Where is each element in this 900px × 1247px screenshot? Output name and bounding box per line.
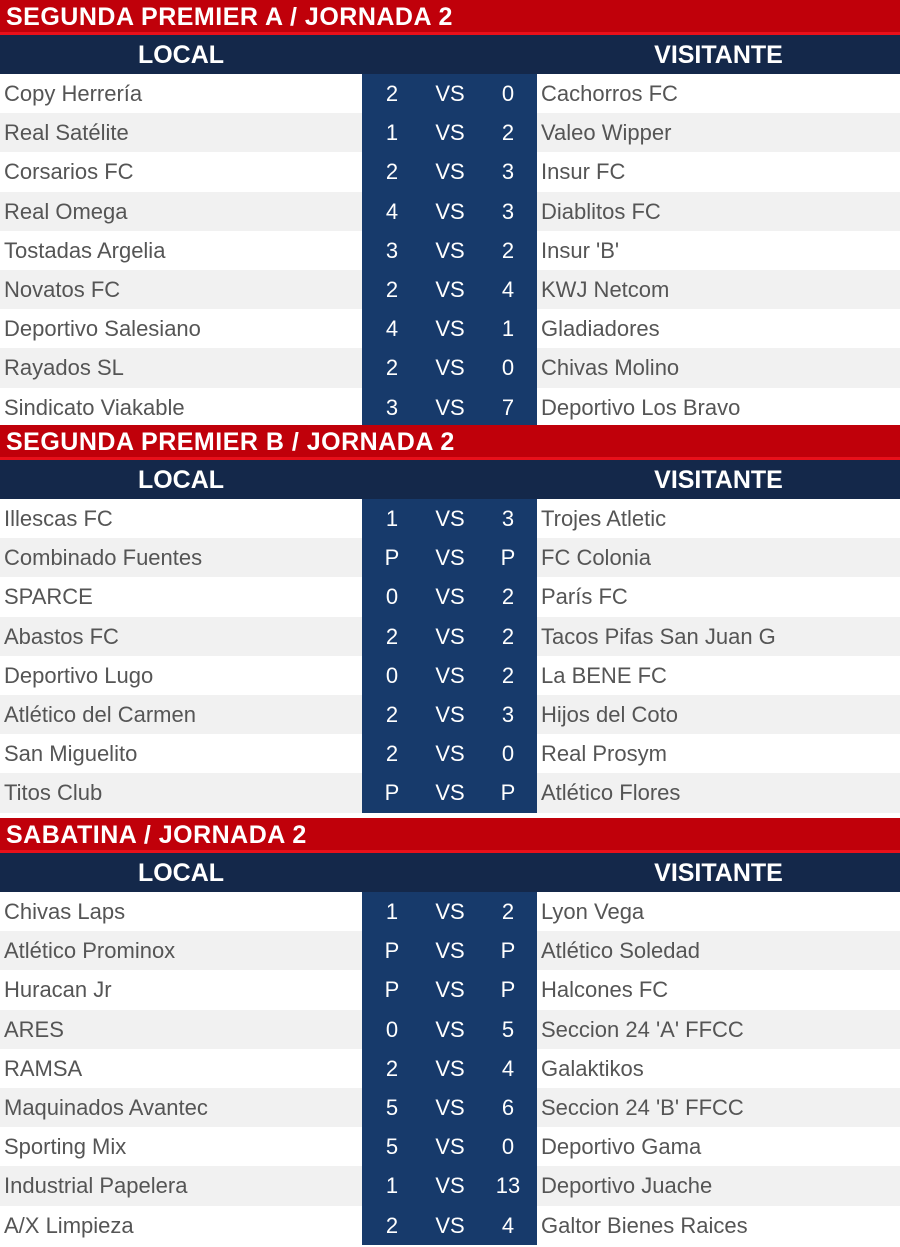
away-score: 7 (501, 394, 515, 420)
score-box (362, 773, 537, 812)
away-score: 3 (501, 506, 515, 531)
score-box (362, 113, 537, 152)
section-title: SEGUNDA PREMIER A / JORNADA 2 (0, 0, 900, 35)
score-box (362, 74, 537, 113)
home-team: Copy Herrería (4, 81, 143, 106)
local-header: LOCAL (137, 859, 225, 887)
match-row (0, 1088, 900, 1127)
vs-label: VS (435, 1134, 465, 1160)
away-team: Atlético Soledad (541, 938, 700, 964)
away-score: 6 (501, 1094, 515, 1120)
score-box (362, 892, 537, 931)
away-team: Deportivo Juache (541, 1173, 713, 1199)
vs-label: VS (435, 81, 465, 106)
score-box (362, 695, 537, 734)
visitante-header: VISITANTE (654, 466, 783, 494)
score-box (362, 499, 537, 538)
home-score: 1 (385, 899, 399, 924)
away-score: 4 (501, 1212, 515, 1238)
away-team: Chivas Molino (541, 355, 680, 381)
home-team: Atlético Prominox (4, 938, 176, 964)
away-score: P (500, 780, 516, 806)
home-score: 4 (385, 198, 399, 224)
away-team: Trojes Atletic (541, 506, 667, 531)
score-box (362, 538, 537, 577)
score-box (362, 931, 537, 970)
vs-label: VS (435, 159, 465, 185)
vs-label: VS (435, 316, 465, 342)
vs-label: VS (435, 1173, 465, 1199)
match-row (0, 538, 900, 577)
vs-label: VS (435, 977, 465, 1003)
vs-label: VS (435, 662, 465, 688)
away-score: 0 (501, 355, 515, 381)
vs-label: VS (435, 276, 465, 302)
away-score: 0 (501, 741, 515, 767)
section-2 (0, 425, 900, 813)
home-team: San Miguelito (4, 741, 138, 767)
score-box (362, 1127, 537, 1166)
home-team: Chivas Laps (4, 899, 126, 924)
away-team: Galaktikos (541, 1055, 644, 1081)
vs-label: VS (435, 1094, 465, 1120)
section-title: SABATINA / JORNADA 2 (0, 818, 900, 853)
column-header (0, 35, 900, 74)
home-score: 2 (385, 276, 399, 302)
match-row (0, 656, 900, 695)
away-score: 2 (501, 899, 515, 924)
home-score: 0 (385, 662, 399, 688)
home-team: A/X Limpieza (4, 1212, 134, 1238)
section-3 (0, 818, 900, 1245)
away-score: 0 (501, 81, 515, 106)
away-team: Insur FC (541, 159, 626, 185)
match-row (0, 695, 900, 734)
home-team: Rayados SL (4, 355, 124, 381)
home-team: Tostadas Argelia (4, 237, 166, 263)
match-row (0, 1010, 900, 1049)
away-team: Insur 'B' (541, 237, 620, 263)
home-team: ARES (4, 1016, 64, 1042)
vs-label: VS (435, 938, 465, 964)
home-team: Novatos FC (4, 276, 121, 302)
away-score: 3 (501, 159, 515, 185)
away-team: Cachorros FC (541, 81, 678, 106)
match-row (0, 1127, 900, 1166)
match-row (0, 1166, 900, 1205)
away-score: 4 (501, 1055, 515, 1081)
away-score: 5 (501, 1016, 515, 1042)
home-team: Real Omega (4, 198, 128, 224)
home-team: Real Satélite (4, 120, 129, 146)
home-team: Sporting Mix (4, 1134, 127, 1160)
away-team: Deportivo Gama (541, 1134, 702, 1160)
home-score: 2 (385, 159, 399, 185)
home-score: 2 (385, 623, 399, 649)
home-team: Industrial Papelera (4, 1173, 188, 1199)
score-box (362, 970, 537, 1009)
home-team: Deportivo Salesiano (4, 316, 201, 342)
match-row (0, 734, 900, 773)
vs-label: VS (435, 237, 465, 263)
away-team: KWJ Netcom (541, 276, 670, 302)
away-score: 2 (501, 120, 515, 146)
home-score: 4 (385, 316, 399, 342)
home-score: 5 (385, 1094, 399, 1120)
home-score: 0 (385, 1016, 399, 1042)
home-team: Illescas FC (4, 506, 113, 531)
home-team: RAMSA (4, 1055, 83, 1081)
home-score: 2 (385, 355, 399, 381)
match-row (0, 577, 900, 616)
vs-label: VS (435, 701, 465, 727)
score-box (362, 192, 537, 231)
match-row (0, 74, 900, 113)
away-team: Diablitos FC (541, 198, 661, 224)
vs-label: VS (435, 623, 465, 649)
score-box (362, 1010, 537, 1049)
score-box (362, 152, 537, 191)
home-score: 2 (385, 701, 399, 727)
visitante-header: VISITANTE (654, 859, 783, 887)
away-team: La BENE FC (541, 662, 667, 688)
home-team: SPARCE (4, 584, 93, 610)
home-team: Huracan Jr (4, 977, 112, 1003)
home-score: 5 (385, 1134, 399, 1160)
home-score: 2 (385, 1212, 399, 1238)
away-team: Hijos del Coto (541, 701, 678, 727)
match-row (0, 152, 900, 191)
visitante-header: VISITANTE (654, 41, 783, 69)
vs-label: VS (435, 506, 465, 531)
home-score: P (384, 938, 400, 964)
vs-label: VS (435, 780, 465, 806)
home-team: Titos Club (4, 780, 103, 806)
match-row (0, 348, 900, 387)
score-box (362, 1166, 537, 1205)
home-team: Corsarios FC (4, 159, 134, 185)
home-score: 3 (385, 237, 399, 263)
score-box (362, 1206, 537, 1245)
away-team: Galtor Bienes Raices (541, 1212, 748, 1238)
score-box (362, 231, 537, 270)
away-team: Halcones FC (541, 977, 669, 1003)
score-box (362, 270, 537, 309)
away-score: P (500, 938, 516, 964)
match-row (0, 231, 900, 270)
match-row (0, 113, 900, 152)
vs-label: VS (435, 545, 465, 571)
away-score: 3 (501, 198, 515, 224)
away-score: 1 (501, 316, 515, 342)
away-team: FC Colonia (541, 545, 652, 571)
home-score: 2 (385, 1055, 399, 1081)
score-box (362, 1049, 537, 1088)
away-team: Tacos Pifas San Juan G (541, 623, 776, 649)
vs-label: VS (435, 741, 465, 767)
section-title: SEGUNDA PREMIER B / JORNADA 2 (0, 425, 900, 460)
score-box (362, 1088, 537, 1127)
home-score: 2 (385, 741, 399, 767)
away-team: Valeo Wipper (541, 120, 672, 146)
away-score: 4 (501, 276, 515, 302)
column-header (0, 460, 900, 499)
away-team: Deportivo Los Bravo (541, 394, 741, 420)
match-row (0, 192, 900, 231)
home-team: Combinado Fuentes (4, 545, 203, 571)
vs-label: VS (435, 120, 465, 146)
vs-label: VS (435, 198, 465, 224)
vs-label: VS (435, 394, 465, 420)
home-team: Sindicato Viakable (4, 394, 185, 420)
vs-label: VS (435, 1212, 465, 1238)
score-box (362, 388, 537, 427)
match-row (0, 970, 900, 1009)
away-score: P (500, 977, 516, 1003)
home-score: 2 (385, 81, 399, 106)
away-score: 13 (495, 1173, 521, 1199)
home-score: 0 (385, 584, 399, 610)
vs-label: VS (435, 584, 465, 610)
home-team: Maquinados Avantec (4, 1094, 208, 1120)
home-score: P (384, 780, 400, 806)
score-box (362, 348, 537, 387)
score-box (362, 577, 537, 616)
away-team: Atlético Flores (541, 780, 681, 806)
home-team: Abastos FC (4, 623, 119, 649)
score-box (362, 309, 537, 348)
match-row (0, 1049, 900, 1088)
vs-label: VS (435, 355, 465, 381)
vs-label: VS (435, 899, 465, 924)
away-score: P (500, 545, 516, 571)
match-row (0, 773, 900, 812)
away-team: Seccion 24 'B' FFCC (541, 1094, 744, 1120)
away-team: Lyon Vega (541, 899, 645, 924)
home-score: 1 (385, 1173, 399, 1199)
score-box (362, 617, 537, 656)
home-score: P (384, 977, 400, 1003)
home-team: Atlético del Carmen (4, 701, 196, 727)
away-score: 2 (501, 662, 515, 688)
vs-label: VS (435, 1055, 465, 1081)
home-score: P (384, 545, 400, 571)
match-row (0, 499, 900, 538)
away-score: 3 (501, 701, 515, 727)
local-header: LOCAL (137, 41, 225, 69)
section-1 (0, 0, 900, 427)
away-score: 0 (501, 1134, 515, 1160)
match-row (0, 892, 900, 931)
match-row (0, 270, 900, 309)
match-row (0, 309, 900, 348)
away-team: Gladiadores (541, 316, 660, 342)
match-row (0, 617, 900, 656)
match-row (0, 388, 900, 427)
away-score: 2 (501, 237, 515, 263)
vs-label: VS (435, 1016, 465, 1042)
away-team: Seccion 24 'A' FFCC (541, 1016, 744, 1042)
score-box (362, 656, 537, 695)
match-row (0, 1206, 900, 1245)
column-header (0, 853, 900, 892)
score-box (362, 734, 537, 773)
away-score: 2 (501, 584, 515, 610)
home-score: 3 (385, 394, 399, 420)
match-row (0, 931, 900, 970)
away-team: Real Prosym (541, 741, 667, 767)
home-team: Deportivo Lugo (4, 662, 154, 688)
away-team: París FC (541, 584, 628, 610)
home-score: 1 (385, 506, 399, 531)
away-score: 2 (501, 623, 515, 649)
local-header: LOCAL (137, 466, 225, 494)
home-score: 1 (385, 120, 399, 146)
